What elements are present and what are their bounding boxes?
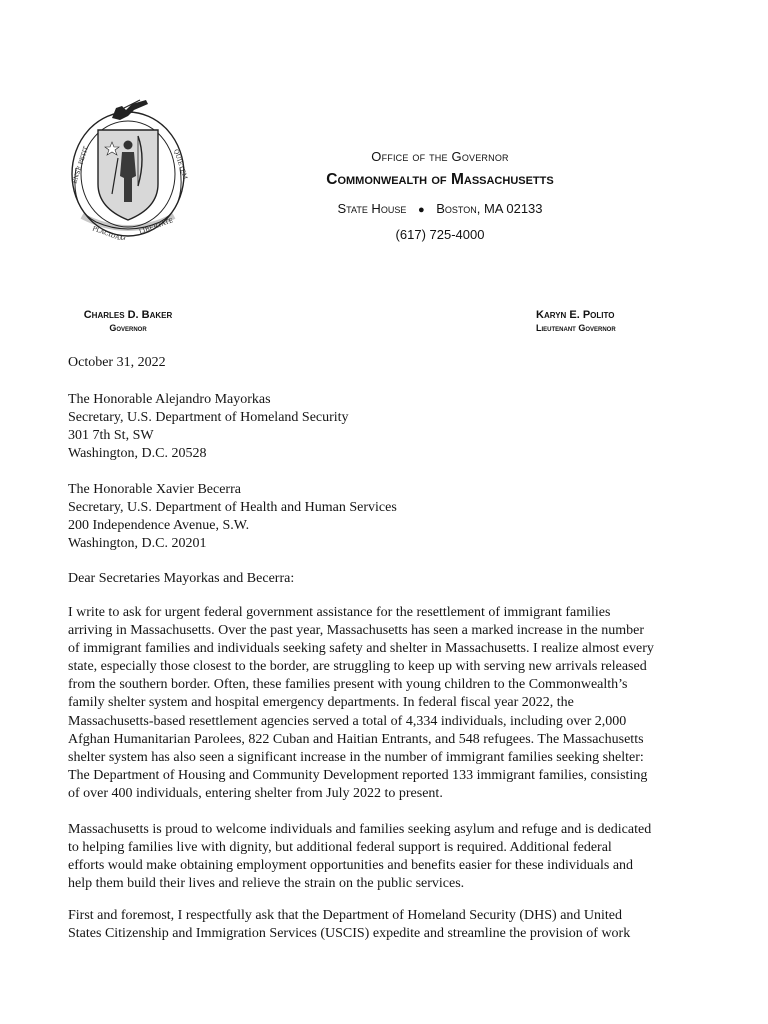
paragraph-line: help them build their lives and relieve the strain on the public services. — [68, 876, 465, 892]
office-title: Office of the Governor — [371, 149, 509, 164]
salutation — [68, 570, 708, 588]
address-line: Washington, D.C. 20201 — [68, 536, 207, 552]
address-line: The Honorable Alejandro Mayorkas — [68, 392, 271, 407]
address-street: State House — [337, 201, 407, 216]
letterhead — [280, 146, 600, 246]
address-line: Secretary, U.S. Department of Health and Human Services — [68, 500, 397, 516]
governor-title: Governor — [109, 323, 147, 333]
address-line: The Honorable Xavier Becerra — [68, 482, 241, 497]
paragraph-line: family shelter system and hospital emergency departments. In federal fiscal year 2022, the — [68, 695, 574, 711]
letterhead-address — [280, 196, 600, 222]
address-line: Washington, D.C. 20528 — [68, 446, 207, 462]
paragraph-3 — [68, 907, 708, 943]
letter-date — [68, 354, 708, 372]
recipient-address-1 — [68, 391, 708, 463]
bullet-icon: ● — [417, 204, 425, 216]
recipient-address-2 — [68, 481, 708, 553]
address-line: Secretary, U.S. Department of Homeland Security — [68, 410, 349, 426]
salutation-line: Dear Secretaries Mayorkas and Becerra: — [68, 571, 295, 586]
paragraph-line: The Department of Housing and Community Development reported 133 immigrant families, consisting — [68, 767, 648, 783]
lt-governor-name: Karyn E. Polito — [536, 309, 615, 321]
governor-block — [76, 309, 180, 334]
paragraph-line: Massachusetts is proud to welcome individuals and families seeking asylum and refuge and is dedicated — [68, 822, 652, 837]
date-line: October 31, 2022 — [68, 355, 166, 370]
paragraph-line: shelter system has also seen a significant increase in the number of immigrant families seeking shelter: — [68, 749, 644, 765]
svg-text:PLACIDAM: PLACIDAM — [91, 225, 127, 240]
address-line: 200 Independence Avenue, S.W. — [68, 518, 250, 534]
paragraph-line: efforts would make obtaining employment opportunities and benefits easier for these individuals and — [68, 858, 634, 874]
svg-text:LIBERTATE: LIBERTATE — [138, 217, 175, 236]
paragraph-line: States Citizenship and Immigration Services (USCIS) expedite and streamline the provision of work — [68, 926, 631, 942]
paragraph-line: I write to ask for urgent federal government assistance for the resettlement of immigrant families — [68, 605, 611, 620]
paragraph-line: First and foremost, I respectfully ask that the Department of Homeland Security (DHS) and United — [68, 908, 623, 923]
paragraph-line: from the southern border. Often, these families present with young children to the Commonwealth’s — [68, 677, 628, 693]
address-line: 301 7th St, SW — [68, 428, 154, 444]
paragraph-2 — [68, 821, 708, 893]
paragraph-line: Massachusetts-based resettlement agencies served a total of 4,334 individuals, including over 2,000 — [68, 713, 627, 729]
letterhead-phone: (617) 725-4000 — [395, 227, 485, 242]
paragraph-line: arriving in Massachusetts. Over the past year, Massachusetts has seen a marked increase in the number — [68, 623, 644, 639]
governor-name: Charles D. Baker — [83, 309, 173, 321]
commonwealth-seal — [62, 98, 194, 240]
paragraph-line: of over 400 individuals, entering shelter from July 2022 to present. — [68, 785, 443, 801]
paragraph-line: to helping families live with dignity, but additional federal support is required. Additional federal — [68, 840, 612, 856]
lt-governor-title: Lieutenant Governor — [536, 323, 616, 333]
paragraph-line: state, especially those closest to the border, are struggling to keep up with serving new arrivals released — [68, 659, 647, 675]
paragraph-1 — [68, 604, 708, 803]
paragraph-line: of immigrant families and individuals seeking safety and shelter in Massachusetts. I realize almost every — [68, 641, 654, 657]
seal-icon — [62, 98, 194, 240]
commonwealth-title: Commonwealth of Massachusetts — [326, 171, 554, 188]
svg-text:ENSE PETIT: ENSE PETIT — [71, 145, 90, 185]
svg-text:QUIETEM: QUIETEM — [172, 148, 189, 181]
address-city: Boston, MA 02133 — [436, 201, 543, 216]
lt-governor-block — [536, 309, 646, 334]
paragraph-line: Afghan Humanitarian Parolees, 822 Cuban and Haitian Entrants, and 548 refugees. The Massachusetts — [68, 731, 644, 747]
